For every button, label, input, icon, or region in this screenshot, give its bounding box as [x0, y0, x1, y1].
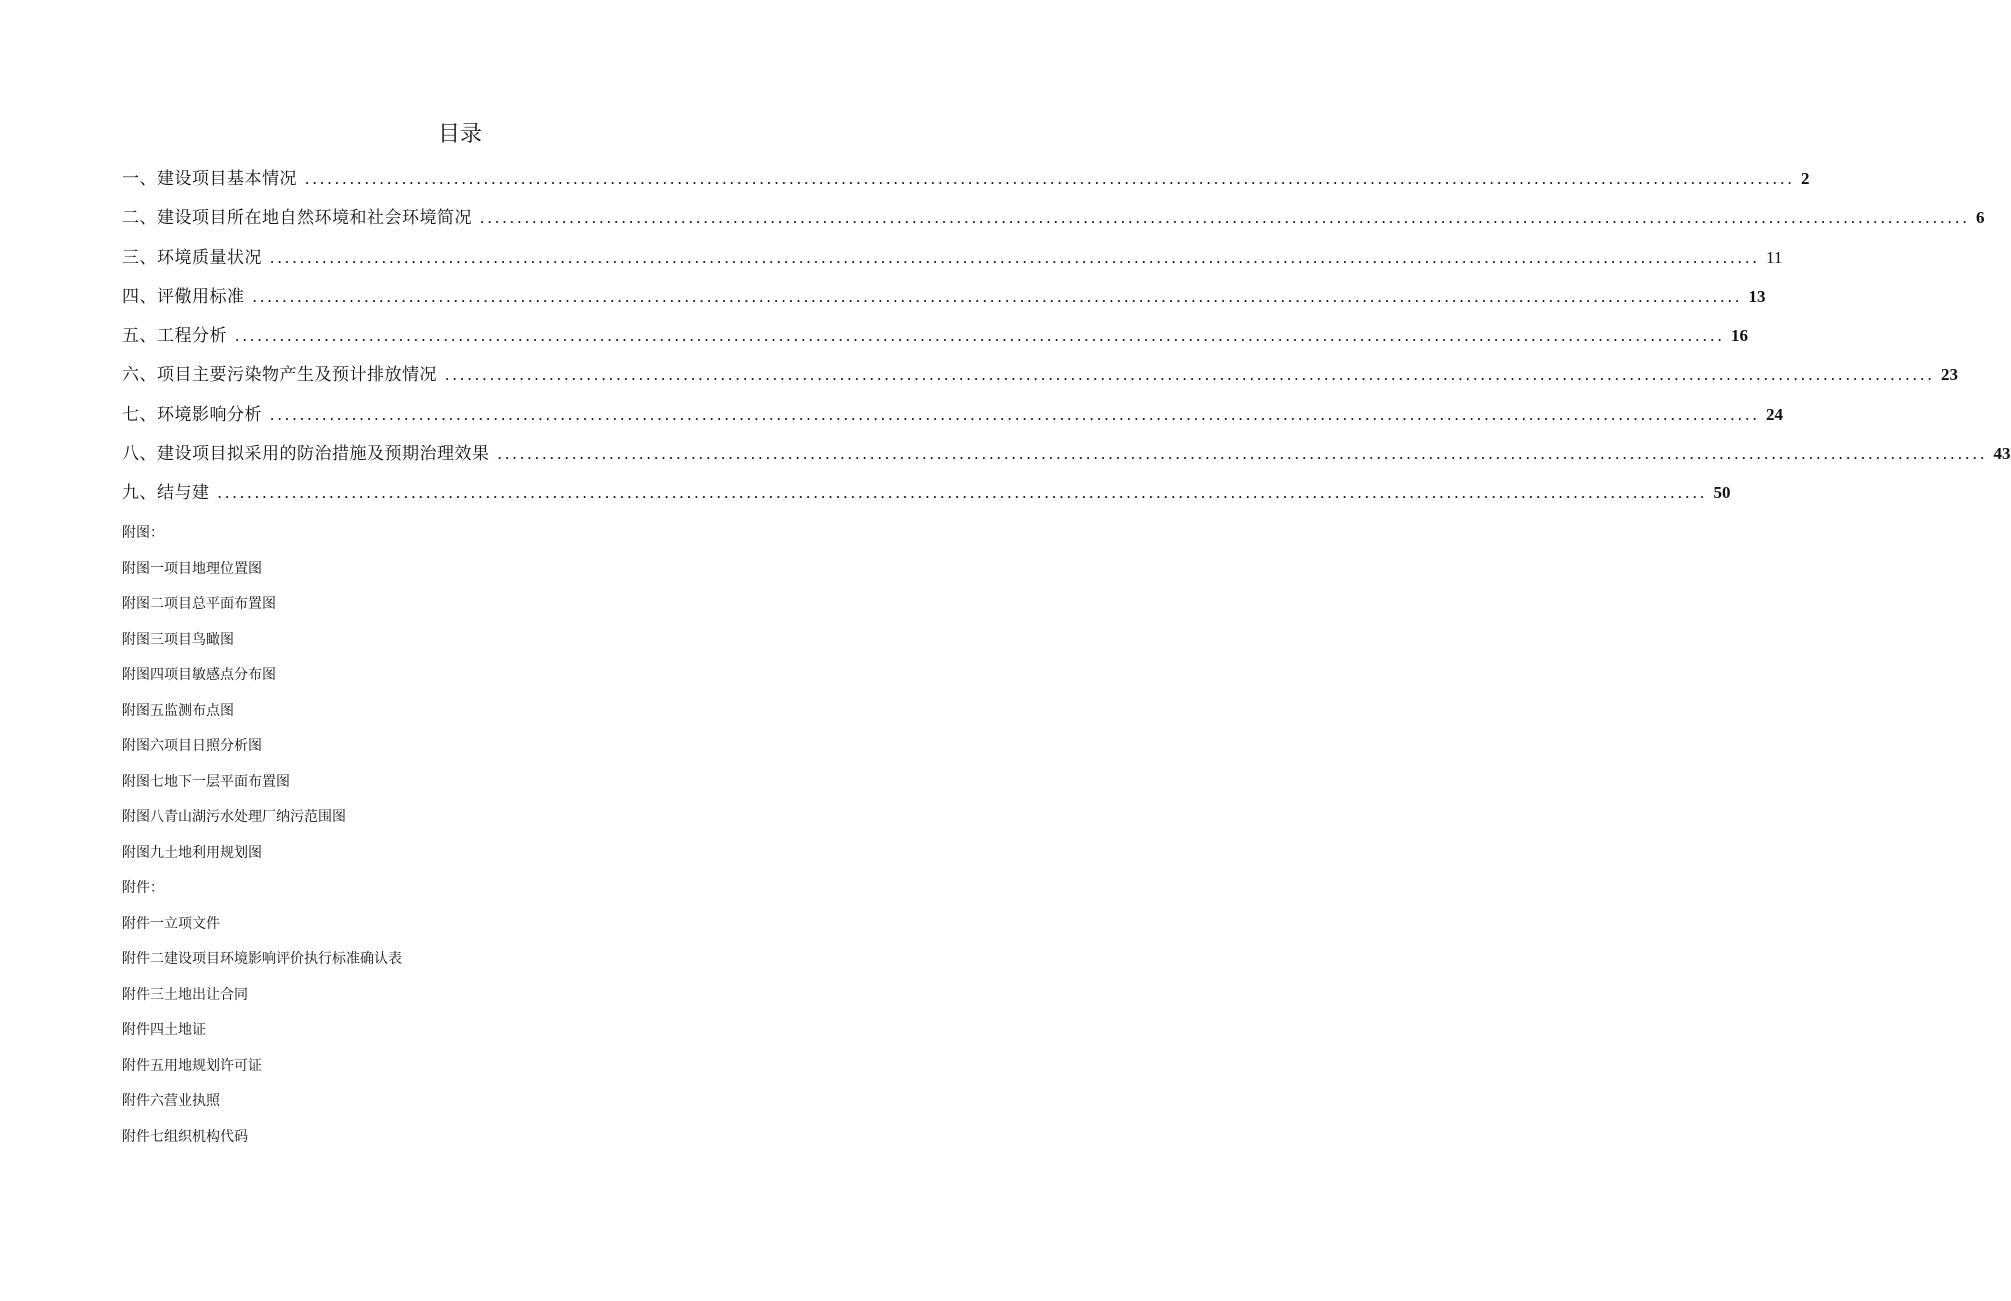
toc-entry[interactable] [122, 400, 1783, 439]
table-of-contents [122, 164, 2011, 518]
toc-leader-dots: ........................................................................................................................................................................................................ [217, 483, 1708, 503]
attachment-item: 附件七组织机构代码 [122, 1128, 248, 1145]
figure-item: 附图二项目总平面布置图 [122, 596, 276, 612]
attachments-heading: 附件： [122, 880, 164, 896]
figure-item: 附图五监测布点图 [122, 702, 234, 719]
toc-leader-dots: ........................................................................................................................................................................................................ [270, 247, 1760, 267]
toc-leader-dots: ........................................................................................................................................................................................................ [252, 286, 1743, 306]
appendix-list [122, 521, 762, 1160]
toc-entry-page: 24 [1766, 404, 1783, 424]
figure-item: 附图七地下一层平面布置图 [122, 773, 290, 790]
toc-entry-page: 2 [1801, 169, 1810, 188]
toc-entry[interactable] [122, 282, 1766, 321]
attachment-item: 附件五用地规划许可证 [122, 1057, 262, 1074]
attachment-item: 附件二建设项目环境影响评价执行标准确认表 [122, 951, 402, 967]
figures-heading: 附图： [122, 525, 164, 541]
toc-entry-page: 50 [1713, 483, 1731, 503]
attachment-item: 附件一立项文件 [122, 915, 220, 932]
toc-entry-label: 八、建设项目拟采用的防治措施及预期治理效果 [122, 444, 490, 465]
toc-leader-dots: ........................................................................................................................................................................................................ [270, 404, 1760, 424]
figure-item: 附图一项目地理位置图 [122, 560, 262, 577]
toc-entry[interactable] [122, 321, 1748, 360]
attachment-item: 附件四土地证 [122, 1022, 206, 1038]
toc-leader-dots: ........................................................................................................................................................................................................ [480, 208, 1970, 228]
toc-entry[interactable] [122, 203, 1985, 242]
figure-item: 附图九土地利用规划图 [122, 844, 262, 861]
toc-entry-label: 五、工程分析 [122, 326, 227, 347]
toc-entry[interactable] [122, 360, 1958, 399]
toc-leader-dots: ........................................................................................................................................................................................................ [445, 365, 1935, 385]
toc-entry[interactable] [122, 243, 1783, 282]
toc-entry-label: 三、环境质量状况 [122, 247, 262, 268]
figure-item: 附图三项目鸟瞰图 [122, 631, 234, 648]
attachment-item: 附件六营业执照 [122, 1093, 220, 1109]
toc-entry-page: 13 [1748, 286, 1766, 306]
page-title: 目录 [437, 122, 482, 147]
toc-entry-label: 四、评儆用标准 [122, 286, 245, 307]
toc-entry[interactable] [122, 439, 2011, 478]
toc-leader-dots: ........................................................................................................................................................................................................ [305, 169, 1795, 188]
toc-entry-label: 六、项目主要污染物产生及预计排放情况 [122, 365, 437, 386]
figure-item: 附图四项目敏感点分布图 [122, 667, 276, 683]
toc-entry[interactable] [122, 164, 1810, 203]
toc-entry-page: 23 [1941, 365, 1958, 385]
toc-entry-page: 43 [1993, 444, 2011, 464]
toc-entry-label: 九、结与建 [122, 483, 210, 504]
toc-entry-label: 七、环境影响分析 [122, 404, 262, 425]
toc-leader-dots: ........................................................................................................................................................................................................ [497, 444, 1988, 464]
toc-entry-page: 11 [1766, 247, 1783, 267]
figure-item: 附图六项目日照分析图 [122, 738, 262, 754]
toc-entry-page: 16 [1731, 326, 1748, 346]
attachment-item: 附件三土地出让合同 [122, 986, 248, 1003]
toc-entry-label: 二、建设项目所在地自然环境和社会环境简况 [122, 208, 472, 229]
toc-entry-label: 一、建设项目基本情况 [122, 169, 297, 189]
toc-entry[interactable] [122, 478, 1731, 517]
toc-entry-page: 6 [1976, 208, 1985, 228]
toc-leader-dots: ........................................................................................................................................................................................................ [235, 326, 1725, 346]
figure-item: 附图八青山湖污水处理厂纳污范围图 [122, 809, 346, 825]
